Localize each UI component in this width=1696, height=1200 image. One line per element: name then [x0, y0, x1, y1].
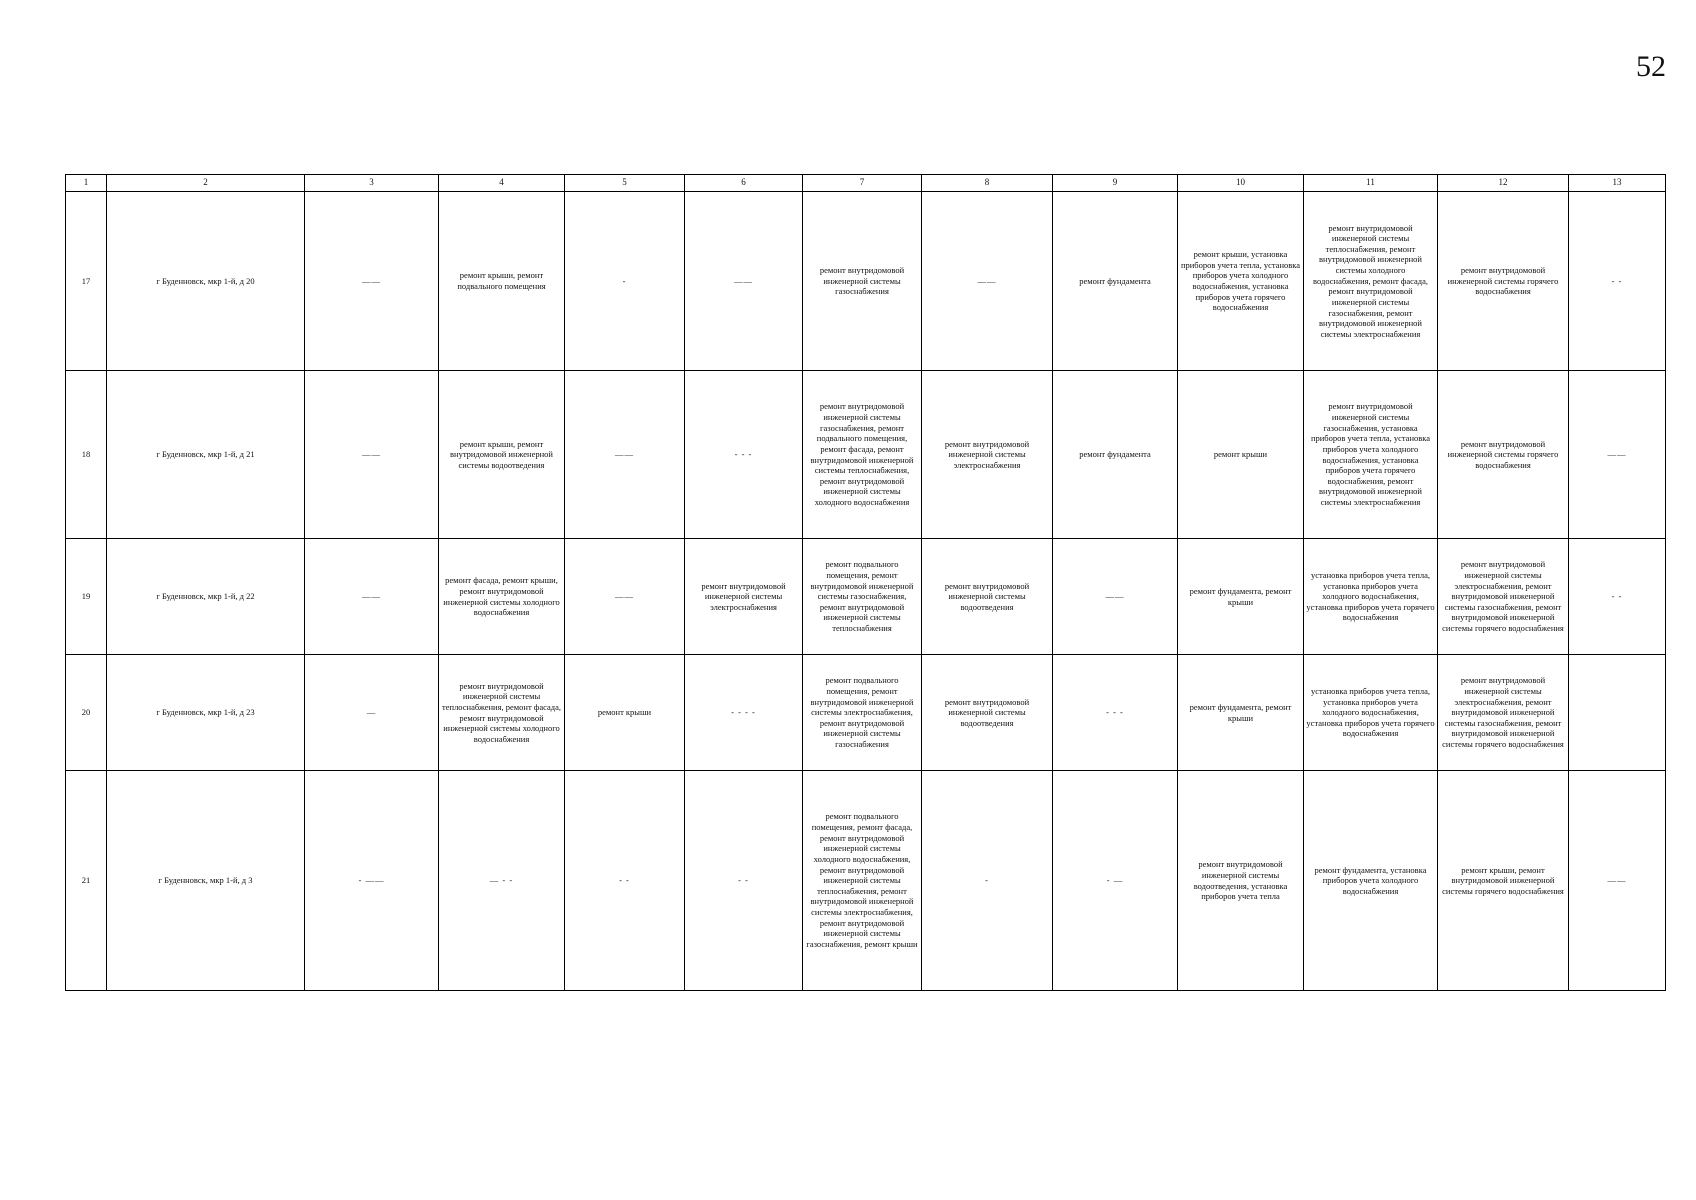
table-cell: ремонт фундамента, ремонт крыши: [1178, 539, 1304, 655]
table-cell: [1569, 655, 1666, 771]
column-header: 4: [439, 175, 565, 192]
row-number: 21: [66, 771, 107, 991]
table-cell: ремонт внутридомовой инженерной системы водоотведения, установка приборов учета тепла: [1178, 771, 1304, 991]
address-cell: г Буденновск, мкр 1-й, д 21: [107, 371, 305, 539]
column-header: 10: [1178, 175, 1304, 192]
table-cell: — - -: [439, 771, 565, 991]
column-header: 13: [1569, 175, 1666, 192]
table-row: [66, 771, 1666, 991]
table-cell: установка приборов учета тепла, установка приборов учета холодного водоснабжения, установка приборов учета горячего водоснабжения: [1304, 655, 1438, 771]
column-header: 8: [922, 175, 1053, 192]
table-cell: ремонт крыши, ремонт подвального помещения: [439, 192, 565, 371]
table-row: [66, 192, 1666, 371]
table-cell: ремонт внутридомовой инженерной системы горячего водоснабжения: [1438, 371, 1569, 539]
table-cell: ремонт подвального помещения, ремонт внутридомовой инженерной системы электроснабжения, ремонт внутридомовой инженерной системы газоснабжения: [803, 655, 922, 771]
column-number-header: [66, 175, 1666, 192]
table-cell: ремонт внутридомовой инженерной системы водоотведения: [922, 655, 1053, 771]
table-cell: ремонт внутридомовой инженерной системы газоснабжения, установка приборов учета тепла, установка приборов учета холодного водоснабжения, установка приборов учета горячего водоснабжения, ремонт внутридомовой инженерной системы электроснабжения: [1304, 371, 1438, 539]
table-cell: - -: [685, 771, 803, 991]
table-cell: - - -: [685, 371, 803, 539]
table-cell: ——: [1569, 771, 1666, 991]
table-cell: ——: [922, 192, 1053, 371]
column-header: 6: [685, 175, 803, 192]
table-cell: ——: [1053, 539, 1178, 655]
table-cell: ——: [565, 539, 685, 655]
table-cell: ——: [305, 371, 439, 539]
table-cell: ремонт фундамента, ремонт крыши: [1178, 655, 1304, 771]
column-header: 2: [107, 175, 305, 192]
address-cell: г Буденновск, мкр 1-й, д 22: [107, 539, 305, 655]
table-cell: ремонт крыши: [565, 655, 685, 771]
column-header: 11: [1304, 175, 1438, 192]
address-cell: г Буденновск, мкр 1-й, д 23: [107, 655, 305, 771]
table-cell: ремонт внутридомовой инженерной системы газоснабжения, ремонт подвального помещения, ремонт фасада, ремонт внутридомовой инженерной системы теплоснабжения, ремонт внутридомовой инженерной системы холодного водоснабжения: [803, 371, 922, 539]
table-cell: ремонт фундамента: [1053, 371, 1178, 539]
table-cell: ремонт внутридомовой инженерной системы электроснабжения, ремонт внутридомовой инженерной системы газоснабжения, ремонт внутридомовой инженерной системы горячего водоснабжения: [1438, 655, 1569, 771]
table-cell: ремонт фасада, ремонт крыши, ремонт внутридомовой инженерной системы холодного водоснабжения: [439, 539, 565, 655]
table-cell: - - - -: [685, 655, 803, 771]
row-number: 17: [66, 192, 107, 371]
column-header: 1: [66, 175, 107, 192]
table-cell: - ——: [305, 771, 439, 991]
table-cell: - -: [565, 771, 685, 991]
row-number: 18: [66, 371, 107, 539]
column-header: 12: [1438, 175, 1569, 192]
page-number: 52: [1636, 50, 1666, 83]
table-cell: - -: [1569, 539, 1666, 655]
repair-plan-table: [65, 174, 1666, 991]
table-row: [66, 371, 1666, 539]
table-cell: ремонт фундамента: [1053, 192, 1178, 371]
table-cell: —: [305, 655, 439, 771]
table-cell: ремонт внутридомовой инженерной системы горячего водоснабжения: [1438, 192, 1569, 371]
table-cell: ремонт внутридомовой инженерной системы теплоснабжения, ремонт внутридомовой инженерной системы холодного водоснабжения, ремонт фасада, ремонт внутридомовой инженерной системы газоснабжения, ремонт внутридомовой инженерной системы электроснабжения: [1304, 192, 1438, 371]
table-cell: ——: [685, 192, 803, 371]
table-cell: ——: [305, 192, 439, 371]
table-cell: -: [922, 771, 1053, 991]
column-header: 9: [1053, 175, 1178, 192]
table-cell: ремонт фундамента, установка приборов учета холодного водоснабжения: [1304, 771, 1438, 991]
table-cell: ——: [1569, 371, 1666, 539]
row-number: 20: [66, 655, 107, 771]
table-cell: ремонт крыши: [1178, 371, 1304, 539]
table-row: [66, 539, 1666, 655]
table-cell: ремонт внутридомовой инженерной системы электроснабжения: [685, 539, 803, 655]
column-header: 3: [305, 175, 439, 192]
table-cell: ——: [565, 371, 685, 539]
column-header: 5: [565, 175, 685, 192]
table-row: [66, 655, 1666, 771]
table-cell: - —: [1053, 771, 1178, 991]
table-cell: ремонт внутридомовой инженерной системы теплоснабжения, ремонт фасада, ремонт внутридомовой инженерной системы холодного водоснабжения: [439, 655, 565, 771]
table-cell: ремонт внутридомовой инженерной системы электроснабжения: [922, 371, 1053, 539]
row-number: 19: [66, 539, 107, 655]
table-cell: ремонт крыши, установка приборов учета тепла, установка приборов учета холодного водоснабжения, установка приборов учета горячего водоснабжения: [1178, 192, 1304, 371]
table-cell: ремонт внутридомовой инженерной системы газоснабжения: [803, 192, 922, 371]
address-cell: г Буденновск, мкр 1-й, д 3: [107, 771, 305, 991]
table-cell: ——: [305, 539, 439, 655]
table-cell: - - -: [1053, 655, 1178, 771]
table-cell: ремонт подвального помещения, ремонт внутридомовой инженерной системы газоснабжения, ремонт внутридомовой инженерной системы теплоснабжения: [803, 539, 922, 655]
table-cell: -: [565, 192, 685, 371]
table-cell: установка приборов учета тепла, установка приборов учета холодного водоснабжения, установка приборов учета горячего водоснабжения: [1304, 539, 1438, 655]
table-cell: ремонт крыши, ремонт внутридомовой инженерной системы водоотведения: [439, 371, 565, 539]
table-cell: ремонт подвального помещения, ремонт фасада, ремонт внутридомовой инженерной системы холодного водоснабжения, ремонт внутридомовой инженерной системы теплоснабжения, ремонт внутридомовой инженерной системы электроснабжения, ремонт внутридомовой инженерной системы газоснабжения, ремонт крыши: [803, 771, 922, 991]
table-cell: ремонт крыши, ремонт внутридомовой инженерной системы горячего водоснабжения: [1438, 771, 1569, 991]
table-cell: ремонт внутридомовой инженерной системы электроснабжения, ремонт внутридомовой инженерной системы газоснабжения, ремонт внутридомовой инженерной системы горячего водоснабжения: [1438, 539, 1569, 655]
table-cell: ремонт внутридомовой инженерной системы водоотведения: [922, 539, 1053, 655]
address-cell: г Буденновск, мкр 1-й, д 20: [107, 192, 305, 371]
column-header: 7: [803, 175, 922, 192]
table-cell: - -: [1569, 192, 1666, 371]
